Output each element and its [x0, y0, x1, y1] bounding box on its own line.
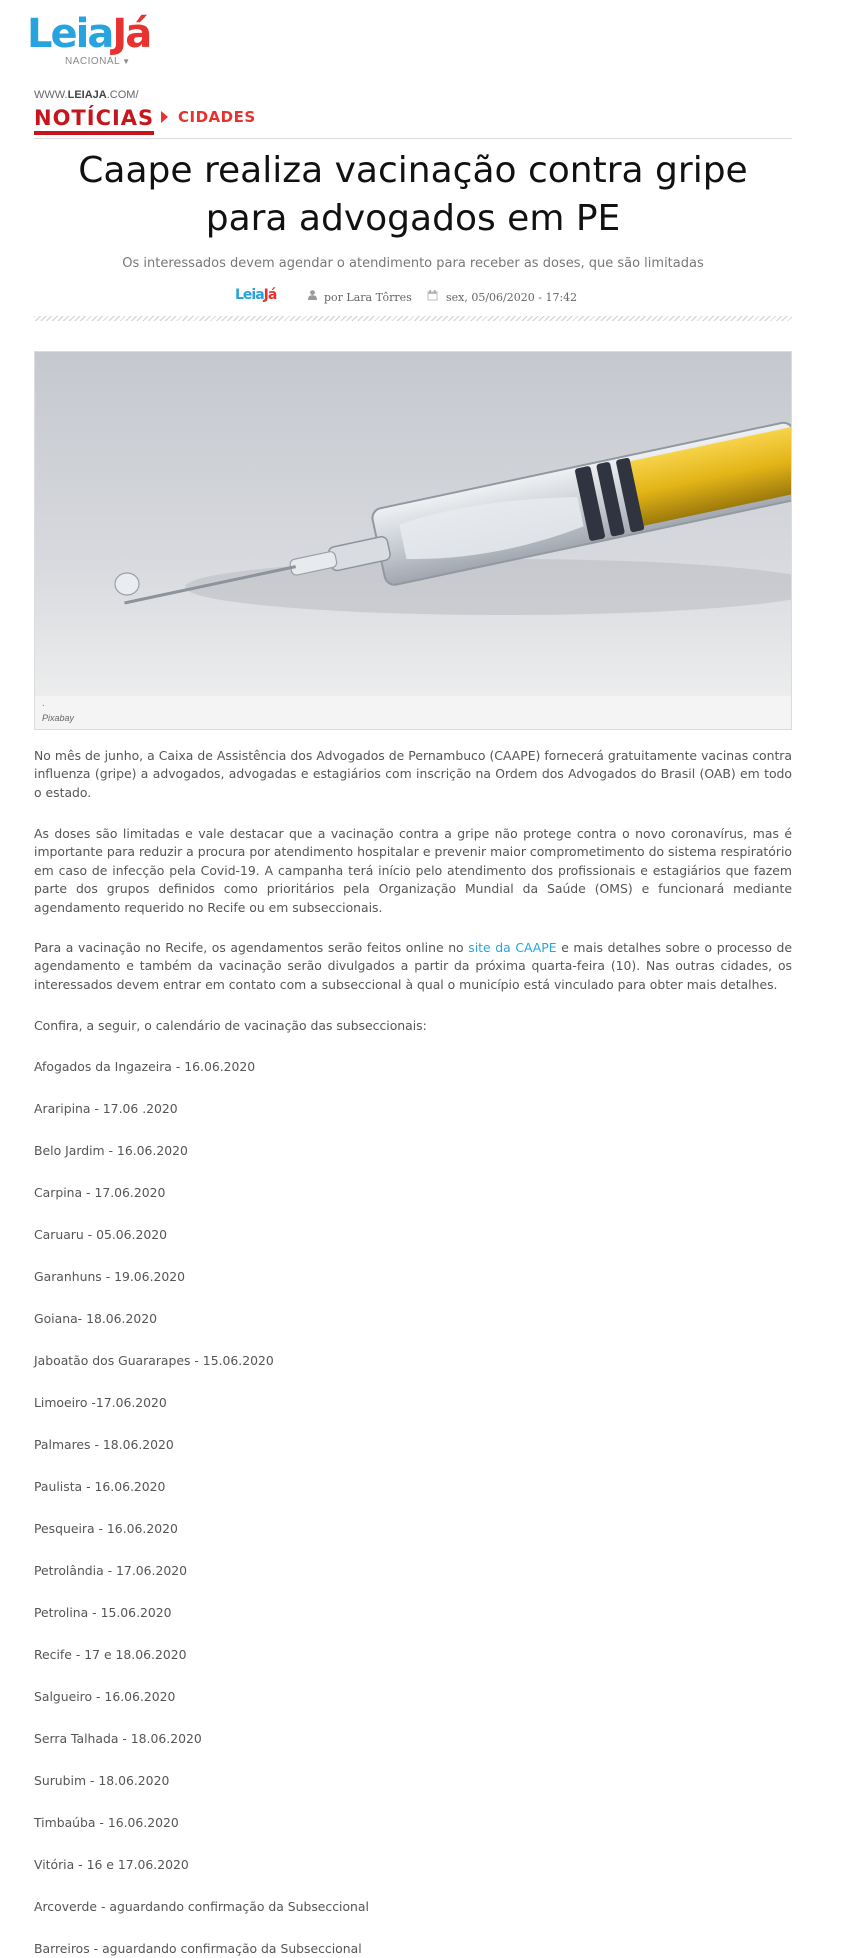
section-link-noticias[interactable]: NOTÍCIAS — [34, 106, 154, 135]
caape-site-link[interactable]: site da CAAPE — [468, 940, 557, 955]
schedule-item: Jaboatão dos Guararapes - 15.06.2020 — [34, 1353, 274, 1368]
logo-wordmark — [27, 12, 157, 56]
site-url-suffix: .COM/ — [106, 89, 139, 101]
site-url[interactable] — [34, 89, 139, 101]
article-headline: Caape realiza vacinação contra gripe para advogados em PE — [78, 150, 748, 239]
syringe-photo — [35, 352, 791, 696]
schedule-item: Salgueiro - 16.06.2020 — [34, 1689, 176, 1704]
section-link-cidades[interactable]: CIDADES — [178, 108, 256, 126]
schedule-item: Limoeiro -17.06.2020 — [34, 1395, 167, 1410]
schedule-item: Carpina - 17.06.2020 — [34, 1185, 166, 1200]
schedule-item: Petrolândia - 17.06.2020 — [34, 1563, 187, 1578]
schedule-item: Timbaúba - 16.06.2020 — [34, 1815, 179, 1830]
schedule-item: Serra Talhada - 18.06.2020 — [34, 1731, 202, 1746]
edition-selector[interactable] — [65, 56, 131, 67]
byline-logo — [235, 287, 276, 303]
schedule-item: Barreiros - aguardando confirmação da Subseccional — [34, 1941, 362, 1956]
logo-text-leia: Leia — [27, 11, 113, 57]
schedule-item: Garanhuns - 19.06.2020 — [34, 1269, 186, 1284]
paragraph-3-text-a: Para a vacinação no Recife, os agendamentos serão feitos online no — [34, 940, 469, 955]
schedule-item: Goiana- 18.06.2020 — [34, 1311, 158, 1326]
byline-logo-leia: Leia — [235, 287, 264, 303]
schedule-item: Arcoverde - aguardando confirmação da Subseccional — [34, 1899, 369, 1914]
paragraph-2: As doses são limitadas e vale destacar que a vacinação contra a gripe não protege contra o novo coronavírus, mas é importante para reduzir a procura por atendimento hospitalar e prevenir maior comprometimento do sistema respiratório em caso de infecção pela Covid-19. A campanha terá início pelo atendimento dos profissionais e estagiários que fazem parte dos grupos definidos como prioritários pela Organização Mundial da Saúde (OMS) e funcionará mediante agendamento requerido no Recife ou em subseccionais. — [34, 826, 792, 915]
edition-label: NACIONAL — [65, 56, 121, 67]
paragraph-1: No mês de junho, a Caixa de Assistência dos Advogados de Pernambuco (CAAPE) fornecerá gratuitamente vacinas contra influenza (gripe) a advogados, advogadas e estagiários com inscrição na Ordem dos Advogados do Brasil (OAB) em todo o estado. — [34, 748, 792, 800]
user-icon — [308, 290, 317, 300]
schedule-item: Pesqueira - 16.06.2020 — [34, 1521, 178, 1536]
author-name: por Lara Tôrres — [324, 291, 412, 304]
article-image-figure — [34, 351, 792, 730]
schedule-item: Caruaru - 05.06.2020 — [34, 1227, 168, 1242]
schedule-item: Palmares - 18.06.2020 — [34, 1437, 174, 1452]
caret-right-icon — [161, 111, 168, 123]
paragraph-3-text-b: e mais detalhes sobre o processo de agendamento e também da vacinação serão divulgados a partir da próxima quarta-feira (10). Nas outras cidades, os interessados devem entrar em contato com a subseccional à qual o município está vinculado para obter mais detalhes. — [34, 940, 793, 992]
paragraph-3 — [34, 939, 792, 994]
site-url-prefix: WWW. — [34, 89, 68, 101]
byline-logo-ja: Já — [263, 287, 277, 303]
article-byline — [34, 287, 792, 307]
schedule-item: Petrolina - 15.06.2020 — [34, 1605, 172, 1620]
site-logo[interactable] — [27, 12, 157, 70]
article-subtitle: Os interessados devem agendar o atendimento para receber as doses, que são limitadas — [122, 256, 704, 271]
publish-date: sex, 05/06/2020 - 17:42 — [446, 291, 578, 304]
divider — [34, 316, 792, 321]
site-url-domain: LEIAJA — [67, 89, 107, 101]
schedule-item: Recife - 17 e 18.06.2020 — [34, 1647, 187, 1662]
chevron-down-icon: ▼ — [122, 57, 131, 66]
paragraph-4: Confira, a seguir, o calendário de vacinação das subseccionais: — [34, 1018, 427, 1033]
schedule-item: Vitória - 16 e 17.06.2020 — [34, 1857, 189, 1872]
schedule-item: Araripina - 17.06 .2020 — [34, 1101, 178, 1116]
schedule-item: Paulista - 16.06.2020 — [34, 1479, 166, 1494]
breadcrumb — [34, 104, 792, 139]
logo-text-ja: Já — [112, 11, 151, 57]
image-caption: Pixabay — [42, 713, 75, 723]
calendar-icon — [427, 290, 438, 301]
schedule-item: Afogados da Ingazeira - 16.06.2020 — [34, 1059, 256, 1074]
schedule-item: Surubim - 18.06.2020 — [34, 1773, 170, 1788]
schedule-item: Belo Jardim - 16.06.2020 — [34, 1143, 188, 1158]
image-caption-dot: . — [42, 698, 45, 709]
